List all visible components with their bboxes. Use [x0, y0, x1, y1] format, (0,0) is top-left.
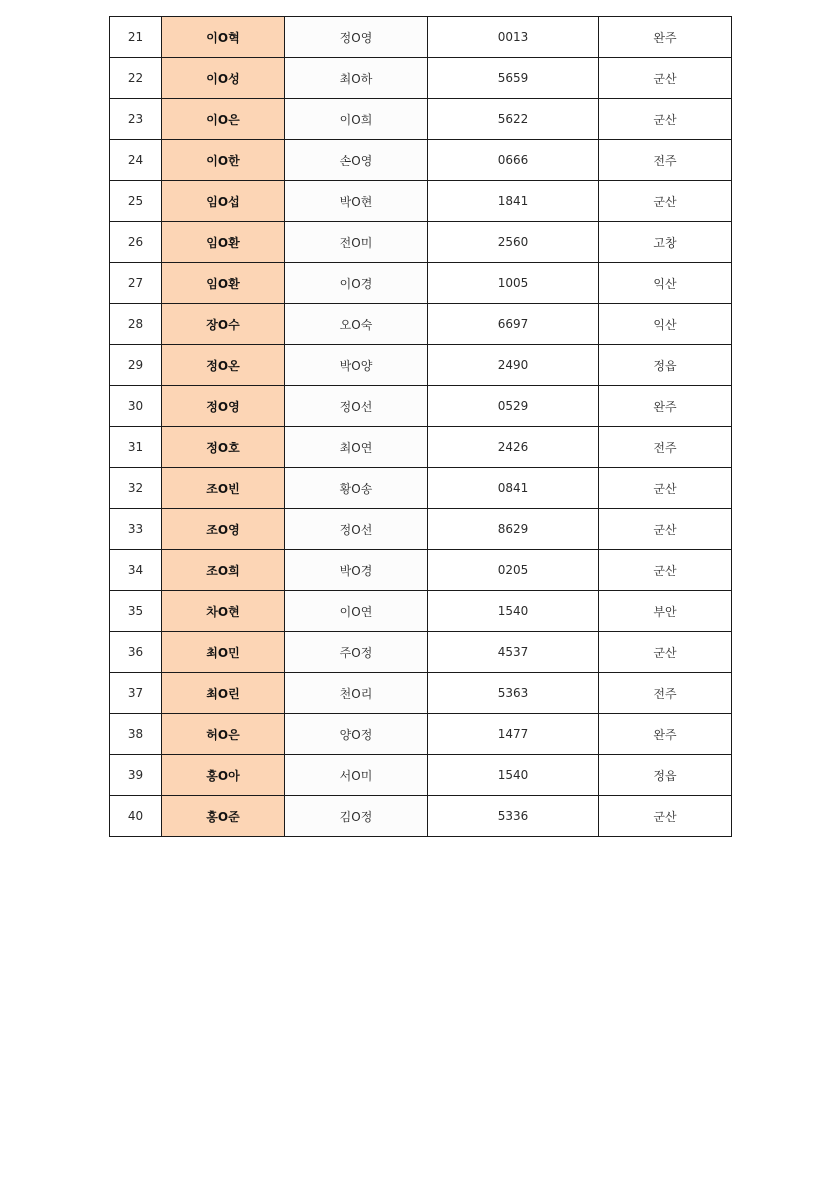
table-row [110, 468, 732, 509]
student-name-cell: 임O환 [162, 222, 285, 263]
phone-last-digits-cell: 2426 [428, 427, 599, 468]
row-number-cell: 26 [110, 222, 162, 263]
phone-last-digits-cell: 6697 [428, 304, 599, 345]
guardian-name-cell: 서O미 [285, 755, 428, 796]
region-cell: 군산 [599, 58, 732, 99]
student-name-cell: 임O섭 [162, 181, 285, 222]
table-row [110, 714, 732, 755]
table-row [110, 796, 732, 837]
table-row [110, 181, 732, 222]
region-cell: 군산 [599, 796, 732, 837]
phone-last-digits-cell: 0205 [428, 550, 599, 591]
phone-last-digits-cell: 0529 [428, 386, 599, 427]
region-cell: 전주 [599, 140, 732, 181]
region-cell: 정읍 [599, 755, 732, 796]
student-name-cell: 조O빈 [162, 468, 285, 509]
phone-last-digits-cell: 4537 [428, 632, 599, 673]
phone-last-digits-cell: 5622 [428, 99, 599, 140]
row-number-cell: 22 [110, 58, 162, 99]
region-cell: 전주 [599, 427, 732, 468]
phone-last-digits-cell: 2560 [428, 222, 599, 263]
guardian-name-cell: 김O정 [285, 796, 428, 837]
student-name-cell: 조O영 [162, 509, 285, 550]
guardian-name-cell: 정O영 [285, 17, 428, 58]
guardian-name-cell: 오O숙 [285, 304, 428, 345]
table-row [110, 509, 732, 550]
phone-last-digits-cell: 0666 [428, 140, 599, 181]
region-cell: 완주 [599, 17, 732, 58]
guardian-name-cell: 천O리 [285, 673, 428, 714]
table-row [110, 99, 732, 140]
table-row [110, 17, 732, 58]
student-name-cell: 임O환 [162, 263, 285, 304]
region-cell: 익산 [599, 304, 732, 345]
table-row [110, 140, 732, 181]
row-number-cell: 28 [110, 304, 162, 345]
row-number-cell: 23 [110, 99, 162, 140]
guardian-name-cell: 주O정 [285, 632, 428, 673]
row-number-cell: 27 [110, 263, 162, 304]
row-number-cell: 36 [110, 632, 162, 673]
guardian-name-cell: 황O송 [285, 468, 428, 509]
roster-table [109, 16, 732, 837]
table-row [110, 222, 732, 263]
guardian-name-cell: 최O하 [285, 58, 428, 99]
region-cell: 익산 [599, 263, 732, 304]
row-number-cell: 40 [110, 796, 162, 837]
table-row [110, 58, 732, 99]
guardian-name-cell: 최O연 [285, 427, 428, 468]
region-cell: 군산 [599, 550, 732, 591]
phone-last-digits-cell: 1477 [428, 714, 599, 755]
region-cell: 군산 [599, 181, 732, 222]
row-number-cell: 21 [110, 17, 162, 58]
guardian-name-cell: 박O양 [285, 345, 428, 386]
student-name-cell: 이O혁 [162, 17, 285, 58]
phone-last-digits-cell: 2490 [428, 345, 599, 386]
region-cell: 완주 [599, 386, 732, 427]
guardian-name-cell: 전O미 [285, 222, 428, 263]
row-number-cell: 31 [110, 427, 162, 468]
row-number-cell: 37 [110, 673, 162, 714]
region-cell: 군산 [599, 468, 732, 509]
phone-last-digits-cell: 8629 [428, 509, 599, 550]
phone-last-digits-cell: 1540 [428, 755, 599, 796]
table-row [110, 632, 732, 673]
table-row [110, 263, 732, 304]
student-name-cell: 정O영 [162, 386, 285, 427]
phone-last-digits-cell: 0841 [428, 468, 599, 509]
phone-last-digits-cell: 1841 [428, 181, 599, 222]
phone-last-digits-cell: 0013 [428, 17, 599, 58]
row-number-cell: 34 [110, 550, 162, 591]
student-name-cell: 이O성 [162, 58, 285, 99]
student-name-cell: 정O온 [162, 345, 285, 386]
student-name-cell: 차O현 [162, 591, 285, 632]
guardian-name-cell: 이O경 [285, 263, 428, 304]
table-row [110, 550, 732, 591]
row-number-cell: 35 [110, 591, 162, 632]
phone-last-digits-cell: 5336 [428, 796, 599, 837]
table-row [110, 345, 732, 386]
student-name-cell: 허O은 [162, 714, 285, 755]
row-number-cell: 24 [110, 140, 162, 181]
guardian-name-cell: 손O영 [285, 140, 428, 181]
table-row [110, 427, 732, 468]
student-name-cell: 정O호 [162, 427, 285, 468]
phone-last-digits-cell: 1005 [428, 263, 599, 304]
row-number-cell: 29 [110, 345, 162, 386]
region-cell: 군산 [599, 99, 732, 140]
phone-last-digits-cell: 5659 [428, 58, 599, 99]
row-number-cell: 39 [110, 755, 162, 796]
guardian-name-cell: 박O경 [285, 550, 428, 591]
row-number-cell: 25 [110, 181, 162, 222]
region-cell: 정읍 [599, 345, 732, 386]
guardian-name-cell: 정O선 [285, 386, 428, 427]
phone-last-digits-cell: 5363 [428, 673, 599, 714]
roster-table-body [110, 17, 732, 837]
table-row [110, 304, 732, 345]
region-cell: 고창 [599, 222, 732, 263]
guardian-name-cell: 정O선 [285, 509, 428, 550]
region-cell: 군산 [599, 509, 732, 550]
student-name-cell: 장O수 [162, 304, 285, 345]
row-number-cell: 33 [110, 509, 162, 550]
student-name-cell: 이O은 [162, 99, 285, 140]
row-number-cell: 30 [110, 386, 162, 427]
row-number-cell: 38 [110, 714, 162, 755]
guardian-name-cell: 이O희 [285, 99, 428, 140]
table-row [110, 673, 732, 714]
guardian-name-cell: 이O연 [285, 591, 428, 632]
region-cell: 부안 [599, 591, 732, 632]
student-name-cell: 홍O아 [162, 755, 285, 796]
student-name-cell: 최O린 [162, 673, 285, 714]
guardian-name-cell: 양O정 [285, 714, 428, 755]
guardian-name-cell: 박O현 [285, 181, 428, 222]
table-row [110, 755, 732, 796]
student-name-cell: 최O민 [162, 632, 285, 673]
student-name-cell: 홍O준 [162, 796, 285, 837]
table-row [110, 591, 732, 632]
student-name-cell: 이O한 [162, 140, 285, 181]
region-cell: 전주 [599, 673, 732, 714]
region-cell: 군산 [599, 632, 732, 673]
region-cell: 완주 [599, 714, 732, 755]
table-row [110, 386, 732, 427]
student-name-cell: 조O희 [162, 550, 285, 591]
row-number-cell: 32 [110, 468, 162, 509]
phone-last-digits-cell: 1540 [428, 591, 599, 632]
